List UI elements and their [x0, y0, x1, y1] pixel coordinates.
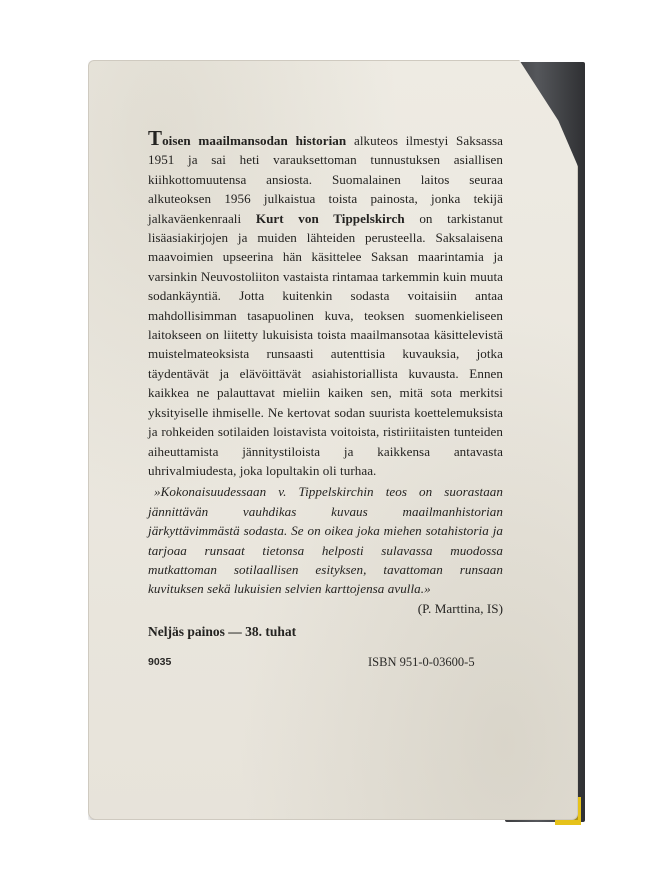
product-code: 9035 — [148, 656, 172, 668]
quote-source: (P. Marttina, IS) — [417, 600, 503, 616]
dropcap: T — [148, 126, 163, 150]
edition-info: Neljäs painos — 38. tuhat — [148, 624, 297, 639]
blurb-text-part-2: on tarkistanut lisäasiakirjojen ja muiden lähteiden perusteella. Saksalaisena maavoimien upseerina hän käsittelee Saksan maarintamia ja varsinkin Neuvostoliiton vastaista rintamaa tarkemmin kuin muuta sodankäyntiä. Jotta kuitenkin sodasta voitaisiin antaa mahdollisimman tasapuolinen kuva, teoksen suomenkieliseen laitokseen on liitetty lukuisista toista maailmansotaa käsittelevistä muistelmateoksista runsaasti autenttisia kuvauksia, jotka täydentävät ja elävöittävät asiahistoriallista kuvausta. Ennen kaikkea ne palauttavat mieliin kaiken sen, mitä sota merkitsi yksityiselle ihmiselle. Ne kertovat sodan suurista koettelemuksista ja rohkeiden sotilaiden loistavista voitoista, ristiriitaisten tunteiden aiheuttamista jännitystiloista ja kaikkensa antavasta uhrivalmiudesta, joka lopultakin oli turhaa. — [148, 210, 503, 478]
review-quote: »Kokonaisuudessaan v. Tippelskirchin teos on suorastaan jännittävän vauhdikas kuvaus maailmanhistorian järkyttävimmästä sodasta. Se on oikea joka miehen sotahistoria ja tarjoaa runsaat tietonsa helposti sulavassa muodossa mutkattoman sotilaallisen esityksen, tavattoman runsaan kuvituksen sekä lukuisien selvien karttojensa avulla.» — [148, 484, 503, 597]
blurb-paragraph — [148, 126, 504, 480]
book-title-inline: oisen maailmansodan historian — [162, 133, 347, 148]
blurb-text — [148, 126, 504, 618]
blurb-text-part-1: alkuteos ilmestyi Saksassa 1951 ja sai heti varauksettoman tunnustuksen asiallisen kiihkottomuutensa ansiosta. Suomalainen laitos seuraa alkuteoksen 1956 julkaistua toista painosta, jonka tekijä jalkaväenkenraali — [148, 133, 504, 226]
author-name: Kurt von Tippelskirch — [255, 210, 405, 226]
isbn-number: ISBN 951-0-03600-5 — [368, 655, 475, 669]
